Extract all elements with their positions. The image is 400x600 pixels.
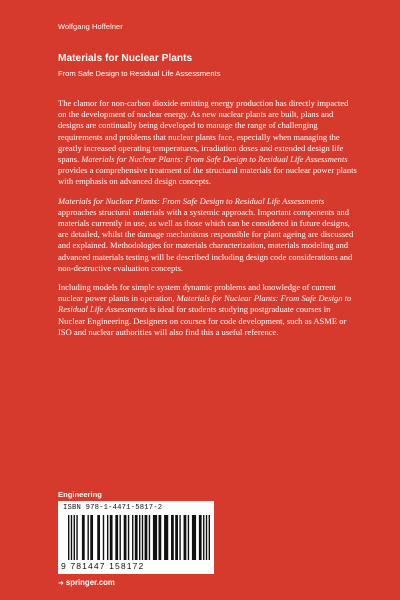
barcode-bar xyxy=(68,515,69,560)
arrow-right-icon: ➜ xyxy=(58,579,64,587)
barcode-bar xyxy=(128,515,129,560)
description-paragraph xyxy=(58,98,358,188)
description-paragraph xyxy=(58,282,358,338)
subject-category: Engineering xyxy=(58,490,102,499)
barcode-bar xyxy=(158,515,161,560)
description-text: approaches structural materials with a systemic approach. Important components and materials currently in use, as well as those which can be considered in future designs, are detailed, whilst the damage mechanisms responsible for plant ageing are discussed and explained. Methodologies for materials characterization, materials modeling and advanced materials testing will be described including design code considerations and non-destructive evaluation concepts. xyxy=(58,206,354,273)
barcode-box xyxy=(58,501,214,574)
barcode-bar xyxy=(103,515,104,560)
barcode-bar xyxy=(71,515,72,560)
description-paragraph xyxy=(58,196,358,274)
publisher-label: springer.com xyxy=(65,578,115,587)
barcode-bar xyxy=(203,515,204,560)
barcode-bar xyxy=(206,515,207,560)
barcode-bar xyxy=(139,515,140,560)
author-name: Wolfgang Hoffelner xyxy=(58,22,123,31)
publisher-url[interactable] xyxy=(58,578,115,587)
book-title-reference: Materials for Nuclear Plants: From Safe Design to Residual Life Assessments xyxy=(58,195,325,206)
barcode-bar xyxy=(74,515,75,560)
barcode-bar xyxy=(97,515,100,560)
barcode-bar xyxy=(124,515,127,560)
barcode-bar xyxy=(115,515,118,560)
barcode-bar xyxy=(179,515,180,560)
barcode-bar xyxy=(107,515,108,560)
barcode-bar xyxy=(149,515,150,560)
barcode-bar xyxy=(192,515,196,560)
barcode-bar xyxy=(76,515,77,560)
barcode-bar xyxy=(199,515,202,560)
description xyxy=(58,98,358,346)
barcode-bar xyxy=(87,515,88,560)
description-text: Including models for simple system dynamic problems and knowledge of current nuclear power plants in operation, xyxy=(58,282,336,304)
barcode-bar xyxy=(184,515,187,560)
isbn-text: ISBN 978-1-4471-5817-2 xyxy=(63,504,163,512)
book-title-reference: Materials for Nuclear Plants: From Safe Design to Residual Life Assessments xyxy=(81,154,348,165)
barcode-bar xyxy=(153,515,157,560)
description-text: provides a comprehensive treatment of the structural materials for nuclear power plants with emphasis on advanced design concepts. xyxy=(58,165,357,187)
book-subtitle: From Safe Design to Residual Life Assessments xyxy=(58,69,221,78)
barcode-digits: 9 781447 158172 xyxy=(61,561,145,571)
description-text: The clamor for non-carbon dioxide emitting energy production has directly impacted on the development of nuclear energy. As new nuclear plants are built, plans and designs are continually being developed to manage the range of challenging requirements and problems that nuclear plants face, especially when managing the greatly increased operating temperatures, irradiation doses and extended design life spans. xyxy=(58,98,349,165)
barcode-bar xyxy=(171,515,174,560)
barcode-bar xyxy=(110,515,113,560)
barcode-bar xyxy=(188,515,189,560)
barcode-bar xyxy=(82,515,85,560)
description-text: is ideal for students studying postgraduate courses in Nuclear Engineering. Designers on courses for code development, such as ASME or ISO and nuclear authorities will also find this a useful reference. xyxy=(58,304,347,337)
barcode-bar xyxy=(164,515,168,560)
barcode-bar xyxy=(145,515,148,560)
barcode-bar xyxy=(120,515,121,560)
barcode-bars xyxy=(68,515,210,560)
barcode-bar xyxy=(175,515,178,560)
barcode-bar xyxy=(135,515,138,560)
barcode-bar xyxy=(142,515,143,560)
book-title-reference: Materials for Nuclear Plants: From Safe Design to Residual Life Assessments xyxy=(58,293,352,315)
barcode-bar xyxy=(209,515,210,560)
barcode-bar xyxy=(90,515,93,560)
book-title: Materials for Nuclear Plants xyxy=(58,53,193,64)
barcode-bar xyxy=(132,515,133,560)
